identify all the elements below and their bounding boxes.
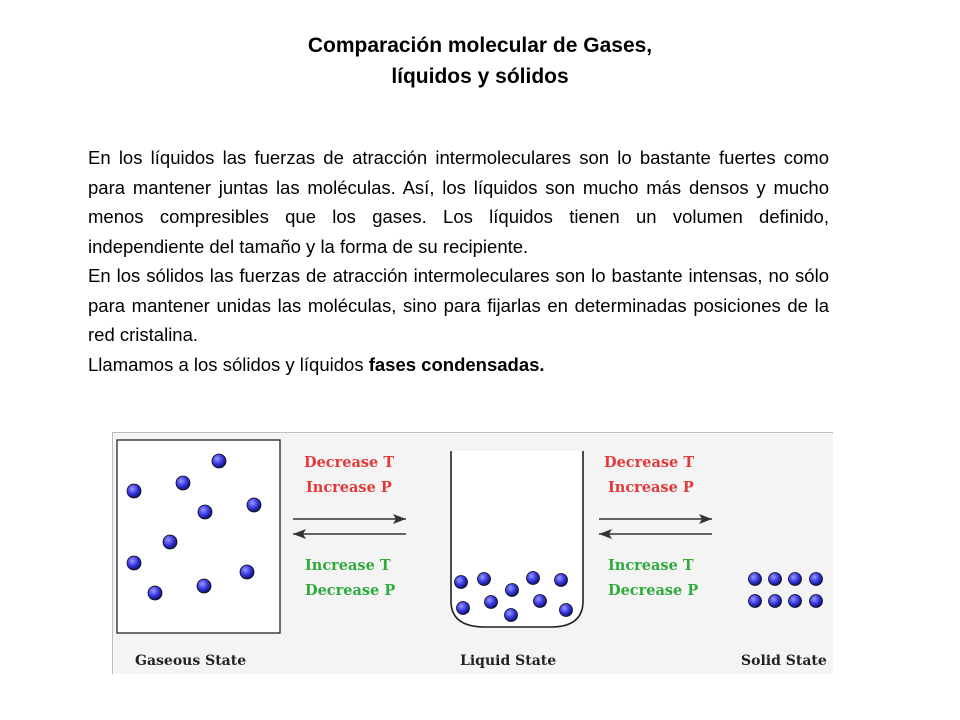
molecule: [148, 586, 162, 600]
molecule: [769, 595, 782, 608]
left-red-line-2: Increase P: [306, 479, 392, 496]
paragraph-liquids: En los líquidos las fuerzas de atracción intermoleculares son lo bastante fuertes como para mantener juntas las moléculas. Así, los líquidos son mucho más densos y mucho menos compresibles que los gases. Los líquidos tienen un volumen definido, independiente del tamaño y la forma de su recipiente.: [88, 147, 829, 257]
molecule: [749, 573, 762, 586]
paragraph-condensed-phases: [88, 350, 829, 380]
molecule: [810, 595, 823, 608]
left-green-line-1: Increase T: [305, 557, 391, 574]
left-green-line-2: Decrease P: [305, 582, 396, 599]
states-of-matter-figure: [112, 432, 833, 674]
body-text: [88, 143, 829, 379]
molecule: [457, 602, 470, 615]
right-green-line-2: Decrease P: [608, 582, 699, 599]
left-arrows-icon: [293, 514, 406, 539]
right-arrows-icon: [599, 514, 712, 539]
right-red-line-2: Increase P: [608, 479, 694, 496]
molecule: [455, 576, 468, 589]
molecule: [527, 572, 540, 585]
molecule: [212, 454, 226, 468]
molecule: [163, 535, 177, 549]
gas-container: [117, 440, 280, 633]
molecule: [789, 595, 802, 608]
right-green-line-1: Increase T: [608, 557, 694, 574]
molecule: [127, 556, 141, 570]
molecule: [478, 573, 491, 586]
molecule: [810, 573, 823, 586]
molecule: [789, 573, 802, 586]
molecule: [240, 565, 254, 579]
molecule: [749, 595, 762, 608]
molecule: [505, 609, 518, 622]
molecule: [555, 574, 568, 587]
right-red-line-1: Decrease T: [604, 454, 695, 471]
molecule: [247, 498, 261, 512]
molecule: [127, 484, 141, 498]
molecule: [560, 604, 573, 617]
molecule: [176, 476, 190, 490]
molecule: [769, 573, 782, 586]
condensed-phases-text: Llamamos a los sólidos y líquidos: [88, 353, 369, 375]
states-diagram: [113, 433, 834, 675]
title-line-1: Comparación molecular de Gases,: [307, 34, 653, 57]
left-red-line-1: Decrease T: [304, 454, 395, 471]
page-title: [0, 30, 960, 92]
paragraph-solids: En los sólidos las fuerzas de atracción intermoleculares son lo bastante intensas, no sólo para mantener unidas las moléculas, sino para fijarlas en determinadas posiciones de la red cristalina.: [88, 265, 829, 345]
molecule: [197, 579, 211, 593]
molecule: [534, 595, 547, 608]
solid-molecules: [749, 573, 823, 608]
condensed-phases-term: fases condensadas.: [368, 353, 545, 375]
solid-state-label: Solid State: [741, 653, 827, 669]
title-line-2: líquidos y sólidos: [391, 65, 569, 88]
gaseous-state-label: Gaseous State: [135, 653, 247, 669]
molecule: [506, 584, 519, 597]
liquid-state-label: Liquid State: [460, 653, 557, 669]
liquid-beaker: [451, 451, 583, 627]
molecule: [198, 505, 212, 519]
molecule: [485, 596, 498, 609]
